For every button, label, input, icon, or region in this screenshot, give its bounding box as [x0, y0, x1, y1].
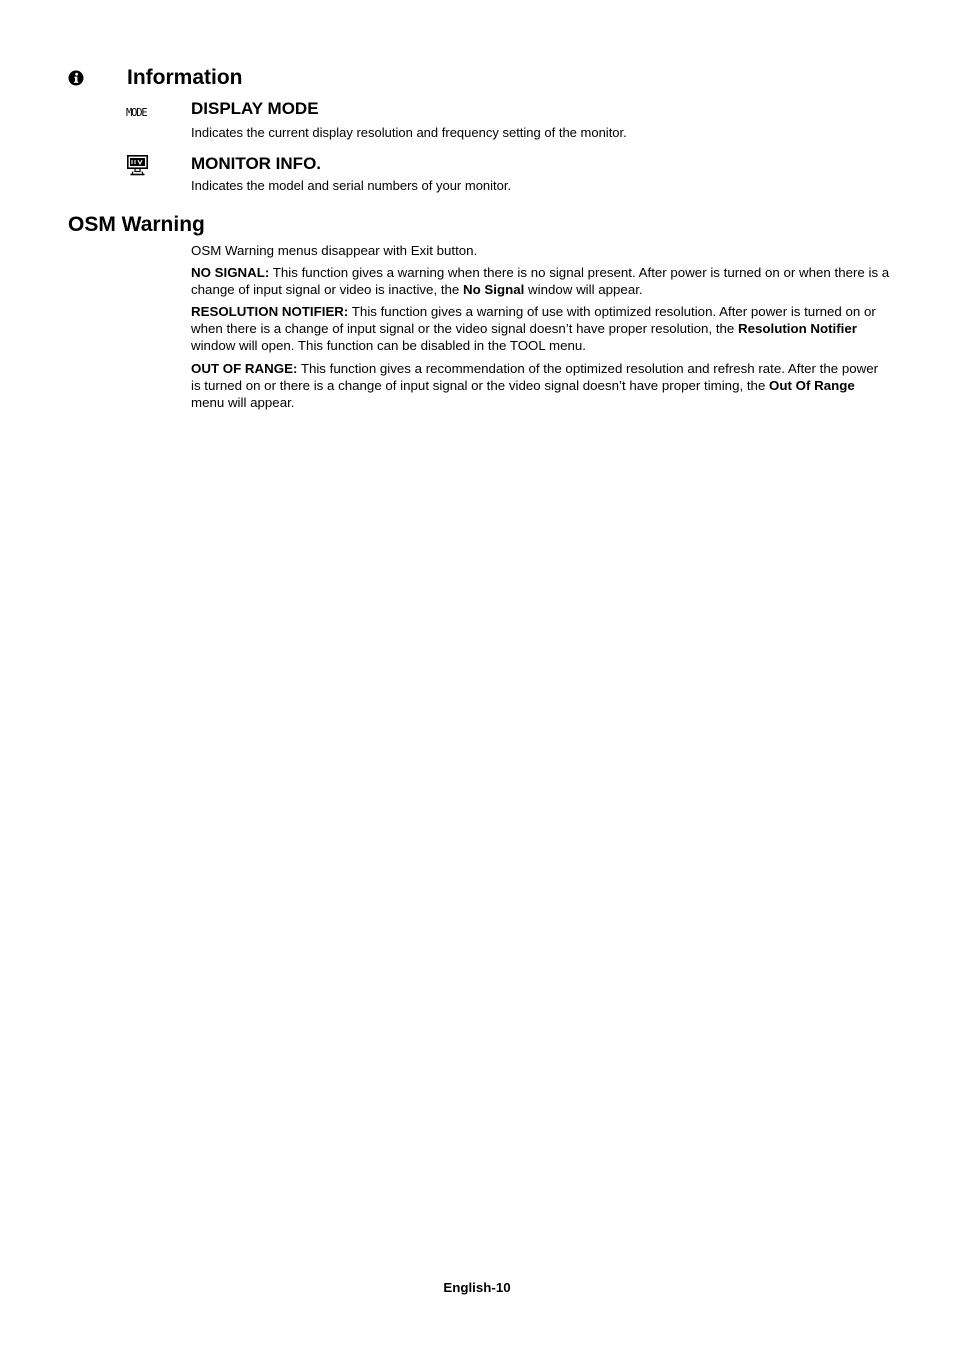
mode-icon-text: MODE [126, 107, 147, 119]
no-signal-label: NO SIGNAL: [191, 265, 270, 280]
resolution-notifier-label: RESOLUTION NOTIFIER: [191, 304, 349, 319]
monitor-info-icon [127, 155, 148, 176]
out-of-range-paragraph [191, 360, 891, 412]
no-signal-emphasis: No Signal [463, 282, 525, 298]
info-circle-icon [68, 70, 84, 86]
page-number: English-10 [443, 1280, 511, 1295]
out-of-range-label: OUT OF RANGE: [191, 361, 298, 376]
resolution-notifier-text-1: This function gives a warning of use with optimized resolution. After power is turned on or when there is a change of input signal or the video signal doesn’t have proper resolution, the [191, 304, 876, 337]
section-title-information: Information [127, 66, 243, 89]
section-title-osm-warning: OSM Warning [68, 213, 205, 236]
out-of-range-text-1: This function gives a recommendation of the optimized resolution and refresh rate. After the power is turned on or there is a change of input signal or the video signal doesn’t have proper timing, the [191, 361, 879, 394]
resolution-notifier-paragraph [191, 303, 891, 355]
display-mode-title: DISPLAY MODE [191, 99, 319, 118]
resolution-notifier-emphasis: Resolution Notifier [738, 321, 857, 337]
monitor-info-title: MONITOR INFO. [191, 154, 322, 173]
monitor-info-description: Indicates the model and serial numbers of your monitor. [191, 178, 512, 193]
display-mode-description: Indicates the current display resolution and frequency setting of the monitor. [191, 125, 627, 140]
no-signal-text-1: This function gives a warning when there is no signal present. After power is turned on or when there is a change of input signal or video is inactive, the [191, 265, 890, 298]
mode-icon [126, 105, 153, 119]
no-signal-paragraph [191, 264, 891, 298]
no-signal-text-2: window will appear. [524, 282, 643, 298]
out-of-range-text-2: menu will appear. [191, 395, 295, 411]
out-of-range-emphasis: Out Of Range [769, 378, 855, 394]
resolution-notifier-text-2: window will open. This function can be disabled in the TOOL menu. [191, 338, 586, 354]
osm-warning-intro: OSM Warning menus disappear with Exit button. [191, 243, 478, 258]
